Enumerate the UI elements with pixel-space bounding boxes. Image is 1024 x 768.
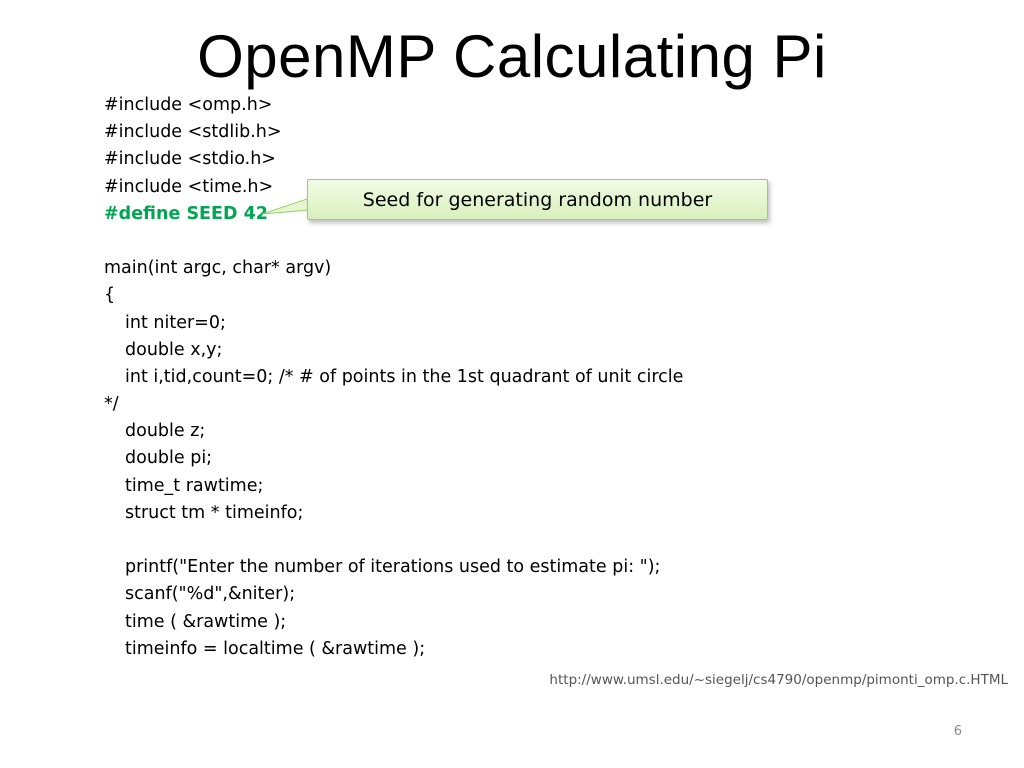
- callout-text: Seed for generating random number: [362, 189, 713, 211]
- code-line: time ( &rawtime );: [125, 611, 287, 632]
- code-line: int i,tid,count=0; /* # of points in the 1st quadrant of unit circle: [125, 366, 684, 387]
- code-line: #include <time.h>: [104, 176, 274, 197]
- code-line: timeinfo = localtime ( &rawtime );: [125, 638, 426, 659]
- code-line: time_t rawtime;: [125, 475, 264, 496]
- code-line: scanf("%d",&niter);: [125, 584, 296, 605]
- code-line: printf("Enter the number of iterations used to estimate pi: ");: [125, 557, 661, 578]
- code-line: [104, 228, 724, 255]
- slide-title: OpenMP Calculating Pi: [197, 23, 827, 90]
- code-line: int niter=0;: [125, 312, 226, 333]
- code-line: #include <stdio.h>: [104, 149, 276, 170]
- code-line: [104, 527, 724, 554]
- code-line: */: [104, 394, 119, 415]
- code-line: #include <omp.h>: [104, 95, 273, 115]
- code-block: [104, 92, 724, 663]
- code-line: #include <stdlib.h>: [104, 122, 282, 143]
- code-line: {: [104, 285, 116, 306]
- code-line: double x,y;: [125, 339, 223, 360]
- callout-box: [307, 179, 768, 220]
- code-line: double z;: [125, 421, 206, 442]
- callout-pointer: [262, 196, 310, 218]
- code-line: double pi;: [125, 448, 213, 469]
- code-line: struct tm * timeinfo;: [125, 502, 304, 523]
- code-line: #define SEED 42: [104, 203, 268, 224]
- source-link[interactable]: http://www.umsl.edu/~siegelj/cs4790/openmp/pimonti_omp.c.HTML: [549, 672, 1008, 688]
- code-line: main(int argc, char* argv): [104, 258, 332, 279]
- slide-number: 6: [953, 724, 962, 739]
